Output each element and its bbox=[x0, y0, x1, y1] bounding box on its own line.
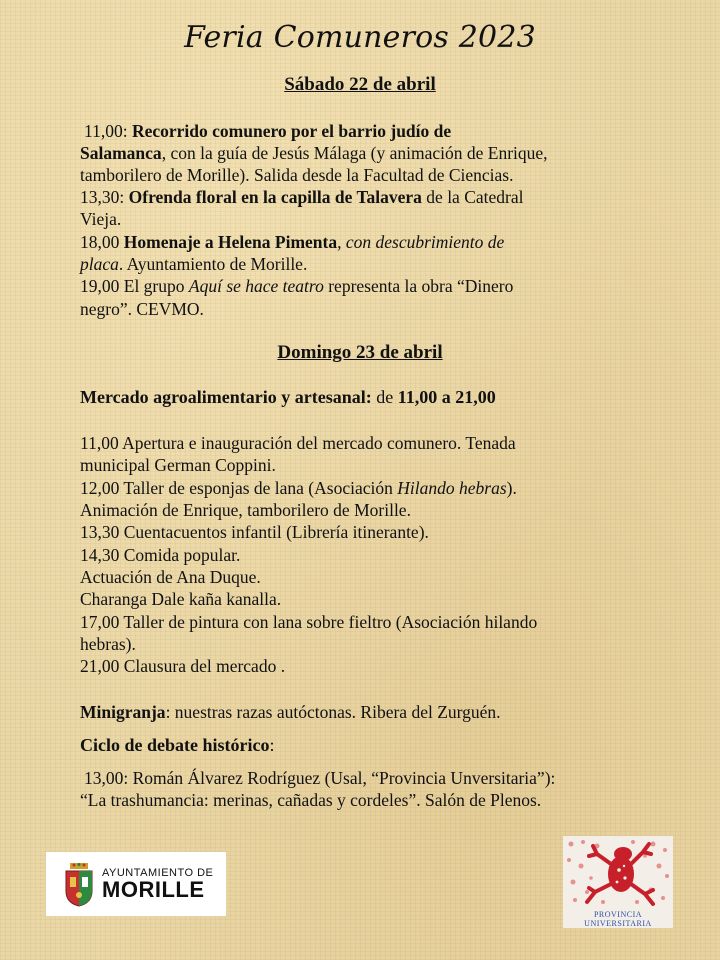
coat-of-arms-icon bbox=[64, 861, 94, 907]
sunday-line-10: hebras). bbox=[80, 634, 136, 654]
event-title: Salamanca bbox=[80, 143, 162, 163]
logo-label-1: PROVINCIA bbox=[593, 910, 643, 919]
sunday-line-3 bbox=[80, 477, 517, 499]
saturday-line-8 bbox=[80, 275, 513, 297]
frog-icon bbox=[563, 836, 673, 908]
sunday-line-11: 21,00 Clausura del mercado . bbox=[80, 656, 286, 676]
ciclo-line bbox=[80, 734, 275, 756]
saturday-line-6 bbox=[80, 231, 504, 253]
saturday-heading: Sábado 22 de abril bbox=[284, 74, 436, 95]
sunday-line-2: municipal German Coppini. bbox=[80, 455, 276, 475]
event-detail: representa la obra “Dinero bbox=[323, 276, 514, 296]
ciclo-line-2: “La trashumancia: merinas, cañadas y cordeles”. Salón de Plenos. bbox=[80, 790, 542, 810]
sunday-line-8: Charanga Dale kaña kanalla. bbox=[80, 589, 282, 609]
event-detail: , con la guía de Jesús Málaga (y animación de Enrique, bbox=[161, 143, 548, 163]
sunday-line-1: 11,00 Apertura e inauguración del mercado comunero. Tenada bbox=[80, 433, 516, 453]
event-detail: , con descubrimiento de bbox=[337, 232, 505, 252]
market-title: Mercado agroalimentario y artesanal: bbox=[80, 387, 372, 407]
ciclo-colon: : bbox=[269, 735, 275, 755]
event-detail: ). bbox=[506, 478, 517, 498]
event-detail: 19,00 El grupo bbox=[80, 276, 189, 296]
sunday-line-9: 17,00 Taller de pintura con lana sobre fieltro (Asociación hilando bbox=[80, 612, 538, 632]
logo-small-text: AYUNTAMIENTO DE bbox=[102, 867, 214, 879]
saturday-line-7 bbox=[80, 253, 307, 275]
event-detail: placa bbox=[80, 254, 119, 274]
market-detail: de bbox=[371, 387, 398, 407]
event-title: Ofrenda floral en la capilla de Talavera bbox=[128, 187, 422, 207]
sunday-line-5: 13,30 Cuentacuentos infantil (Librería itinerante). bbox=[80, 522, 429, 542]
event-title: Recorrido comunero por el barrio judío de bbox=[131, 121, 452, 141]
sunday-line-6: 14,30 Comida popular. bbox=[80, 545, 241, 565]
saturday-line-9: negro”. CEVMO. bbox=[80, 299, 204, 319]
morille-logo bbox=[46, 852, 226, 916]
sunday-heading: Domingo 23 de abril bbox=[277, 342, 443, 363]
ciclo-line-1: 13,00: Román Álvarez Rodríguez (Usal, “Provincia Unversitaria”): bbox=[84, 768, 556, 788]
page-title: Feria Comuneros 2023 bbox=[184, 20, 536, 55]
event-detail: . Ayuntamiento de Morille. bbox=[118, 254, 308, 274]
event-title: Homenaje a Helena Pimenta bbox=[123, 232, 338, 252]
time: 18,00 bbox=[80, 232, 124, 252]
minigranja-title: Minigranja bbox=[80, 702, 166, 722]
time: 11,00: bbox=[84, 121, 132, 141]
market-hours: 11,00 a 21,00 bbox=[397, 387, 496, 407]
market-line bbox=[80, 386, 496, 408]
sunday-line-7: Actuación de Ana Duque. bbox=[80, 567, 261, 587]
group-name: Hilando hebras bbox=[397, 478, 507, 498]
group-name: Aquí se hace teatro bbox=[188, 276, 324, 296]
saturday-line-5: Vieja. bbox=[80, 209, 122, 229]
saturday-line-4 bbox=[80, 186, 523, 208]
event-detail: de la Catedral bbox=[421, 187, 524, 207]
ciclo-title: Ciclo de debate histórico bbox=[80, 735, 270, 755]
event-detail: 12,00 Taller de esponjas de lana (Asociación bbox=[80, 478, 398, 498]
logo-label-2: UNIVERSITARIA bbox=[584, 919, 652, 928]
saturday-line-2 bbox=[80, 142, 548, 164]
logo-big-text: MORILLE bbox=[102, 877, 205, 902]
minigranja-detail: : nuestras razas autóctonas. Ribera del Zurguén. bbox=[165, 702, 501, 722]
saturday-line-1 bbox=[84, 120, 451, 142]
minigranja-line bbox=[80, 701, 501, 723]
provincia-universitaria-logo bbox=[563, 836, 673, 928]
sunday-line-4: Animación de Enrique, tamborilero de Morille. bbox=[80, 500, 411, 520]
saturday-line-3: tamborilero de Morille). Salida desde la Facultad de Ciencias. bbox=[80, 165, 514, 185]
time: 13,30: bbox=[80, 187, 129, 207]
